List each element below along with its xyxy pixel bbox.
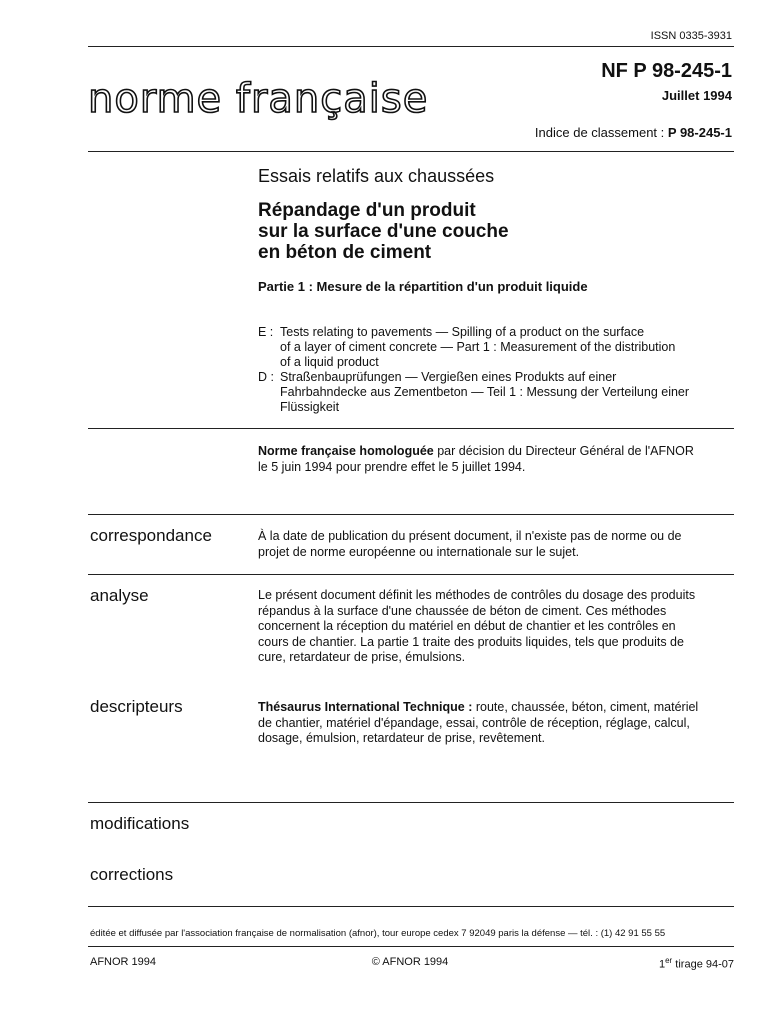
homologation-text: par décision du Directeur Général de l'AFNOR	[433, 444, 694, 458]
section-body-correspondance	[258, 529, 732, 560]
printing-info: tirage 94-07	[672, 958, 734, 971]
footer-divider	[88, 946, 734, 947]
footer-left: AFNOR 1994	[90, 956, 157, 968]
footer-copyright: © AFNOR 1994	[371, 956, 449, 968]
language-code-de: D :	[258, 370, 274, 384]
translation-line: Fahrbahndecke aus Zementbeton — Teil 1 : Messung der Verteilung einer	[280, 385, 690, 399]
section-title-analyse: analyse	[90, 586, 149, 605]
homologation-notice	[258, 444, 732, 475]
title-line-3: en béton de ciment	[258, 242, 432, 263]
body-line: de chantier, matériel d'épandage, essai, contrôle de réception, réglage, calcul,	[258, 715, 690, 730]
body-line: Le présent document définit les méthodes de contrôles du dosage des produits	[258, 588, 696, 602]
language-code-en: E :	[258, 325, 274, 339]
section-title-correspondance: correspondance	[90, 526, 212, 545]
body-line: À la date de publication du présent document, il n'existe pas de norme ou de	[258, 529, 682, 543]
standard-reference: NF P 98-245-1	[601, 60, 732, 82]
body-line: cure, retardateur de prise, émulsions.	[258, 650, 466, 664]
section-divider	[88, 574, 734, 575]
publication-date: Juillet 1994	[661, 88, 732, 103]
homologation-bold: Norme française homologuée	[258, 444, 434, 458]
body-line: répandus à la surface d'une chaussée de béton de ciment. Ces méthodes	[258, 603, 667, 618]
footer-printing	[560, 956, 734, 971]
body-line: projet de norme européenne ou internationale sur le sujet.	[258, 544, 580, 559]
norme-francaise-logo: norme française	[88, 76, 429, 122]
body-line: dosage, émulsion, retardateur de prise, revêtement.	[258, 731, 545, 745]
indice-label: Indice de classement :	[534, 125, 665, 140]
body-line: concernent la réception du matériel en début de chantier et les contrôles en	[258, 619, 676, 633]
section-divider	[88, 514, 734, 515]
english-translation	[258, 325, 728, 370]
body-line: cours de chantier. La partie 1 traite des produits liquides, tels que produits de	[258, 634, 684, 649]
section-divider	[88, 802, 734, 803]
document-subject: Essais relatifs aux chaussées	[258, 166, 495, 186]
homologation-dates: le 5 juin 1994 pour prendre effet le 5 juillet 1994.	[258, 459, 526, 474]
body-line: route, chaussée, béton, ciment, matériel	[472, 700, 699, 714]
section-title-modifications: modifications	[90, 814, 190, 833]
translation-line: Flüssigkeit	[280, 400, 340, 414]
translation-line: of a layer of ciment concrete — Part 1 : Measurement of the distribution	[280, 340, 676, 354]
classification-index	[420, 125, 732, 140]
section-divider	[88, 906, 734, 907]
issn-number: ISSN 0335-3931	[650, 30, 732, 42]
section-title-descripteurs: descripteurs	[90, 697, 183, 716]
translation-line: Straßenbauprüfungen — Vergießen eines Produkts auf einer	[280, 370, 617, 384]
translation-line: Tests relating to pavements — Spilling of a product on the surface	[280, 325, 645, 339]
thesaurus-label: Thésaurus International Technique :	[258, 700, 473, 714]
indice-value: P 98-245-1	[667, 125, 732, 140]
section-body-analyse	[258, 588, 732, 666]
header-divider	[88, 151, 734, 152]
title-line-1: Répandage d'un produit	[258, 200, 476, 221]
section-title-corrections: corrections	[90, 865, 174, 884]
top-divider	[88, 46, 734, 47]
german-translation	[258, 370, 728, 415]
section-body-descripteurs	[258, 700, 732, 747]
printing-ordinal: er	[665, 956, 673, 965]
document-title	[258, 200, 718, 263]
title-divider	[88, 428, 734, 429]
title-line-2: sur la surface d'une couche	[258, 221, 509, 242]
publisher-info: éditée et diffusée par l'association française de normalisation (afnor), tour europe cedex 7 92049 paris la défense — tél. : (1) 42 91 55 55	[90, 928, 666, 939]
printing-number: 1	[658, 958, 666, 971]
translation-line: of a liquid product	[280, 355, 379, 369]
document-part: Partie 1 : Mesure de la répartition d'un produit liquide	[258, 279, 588, 294]
